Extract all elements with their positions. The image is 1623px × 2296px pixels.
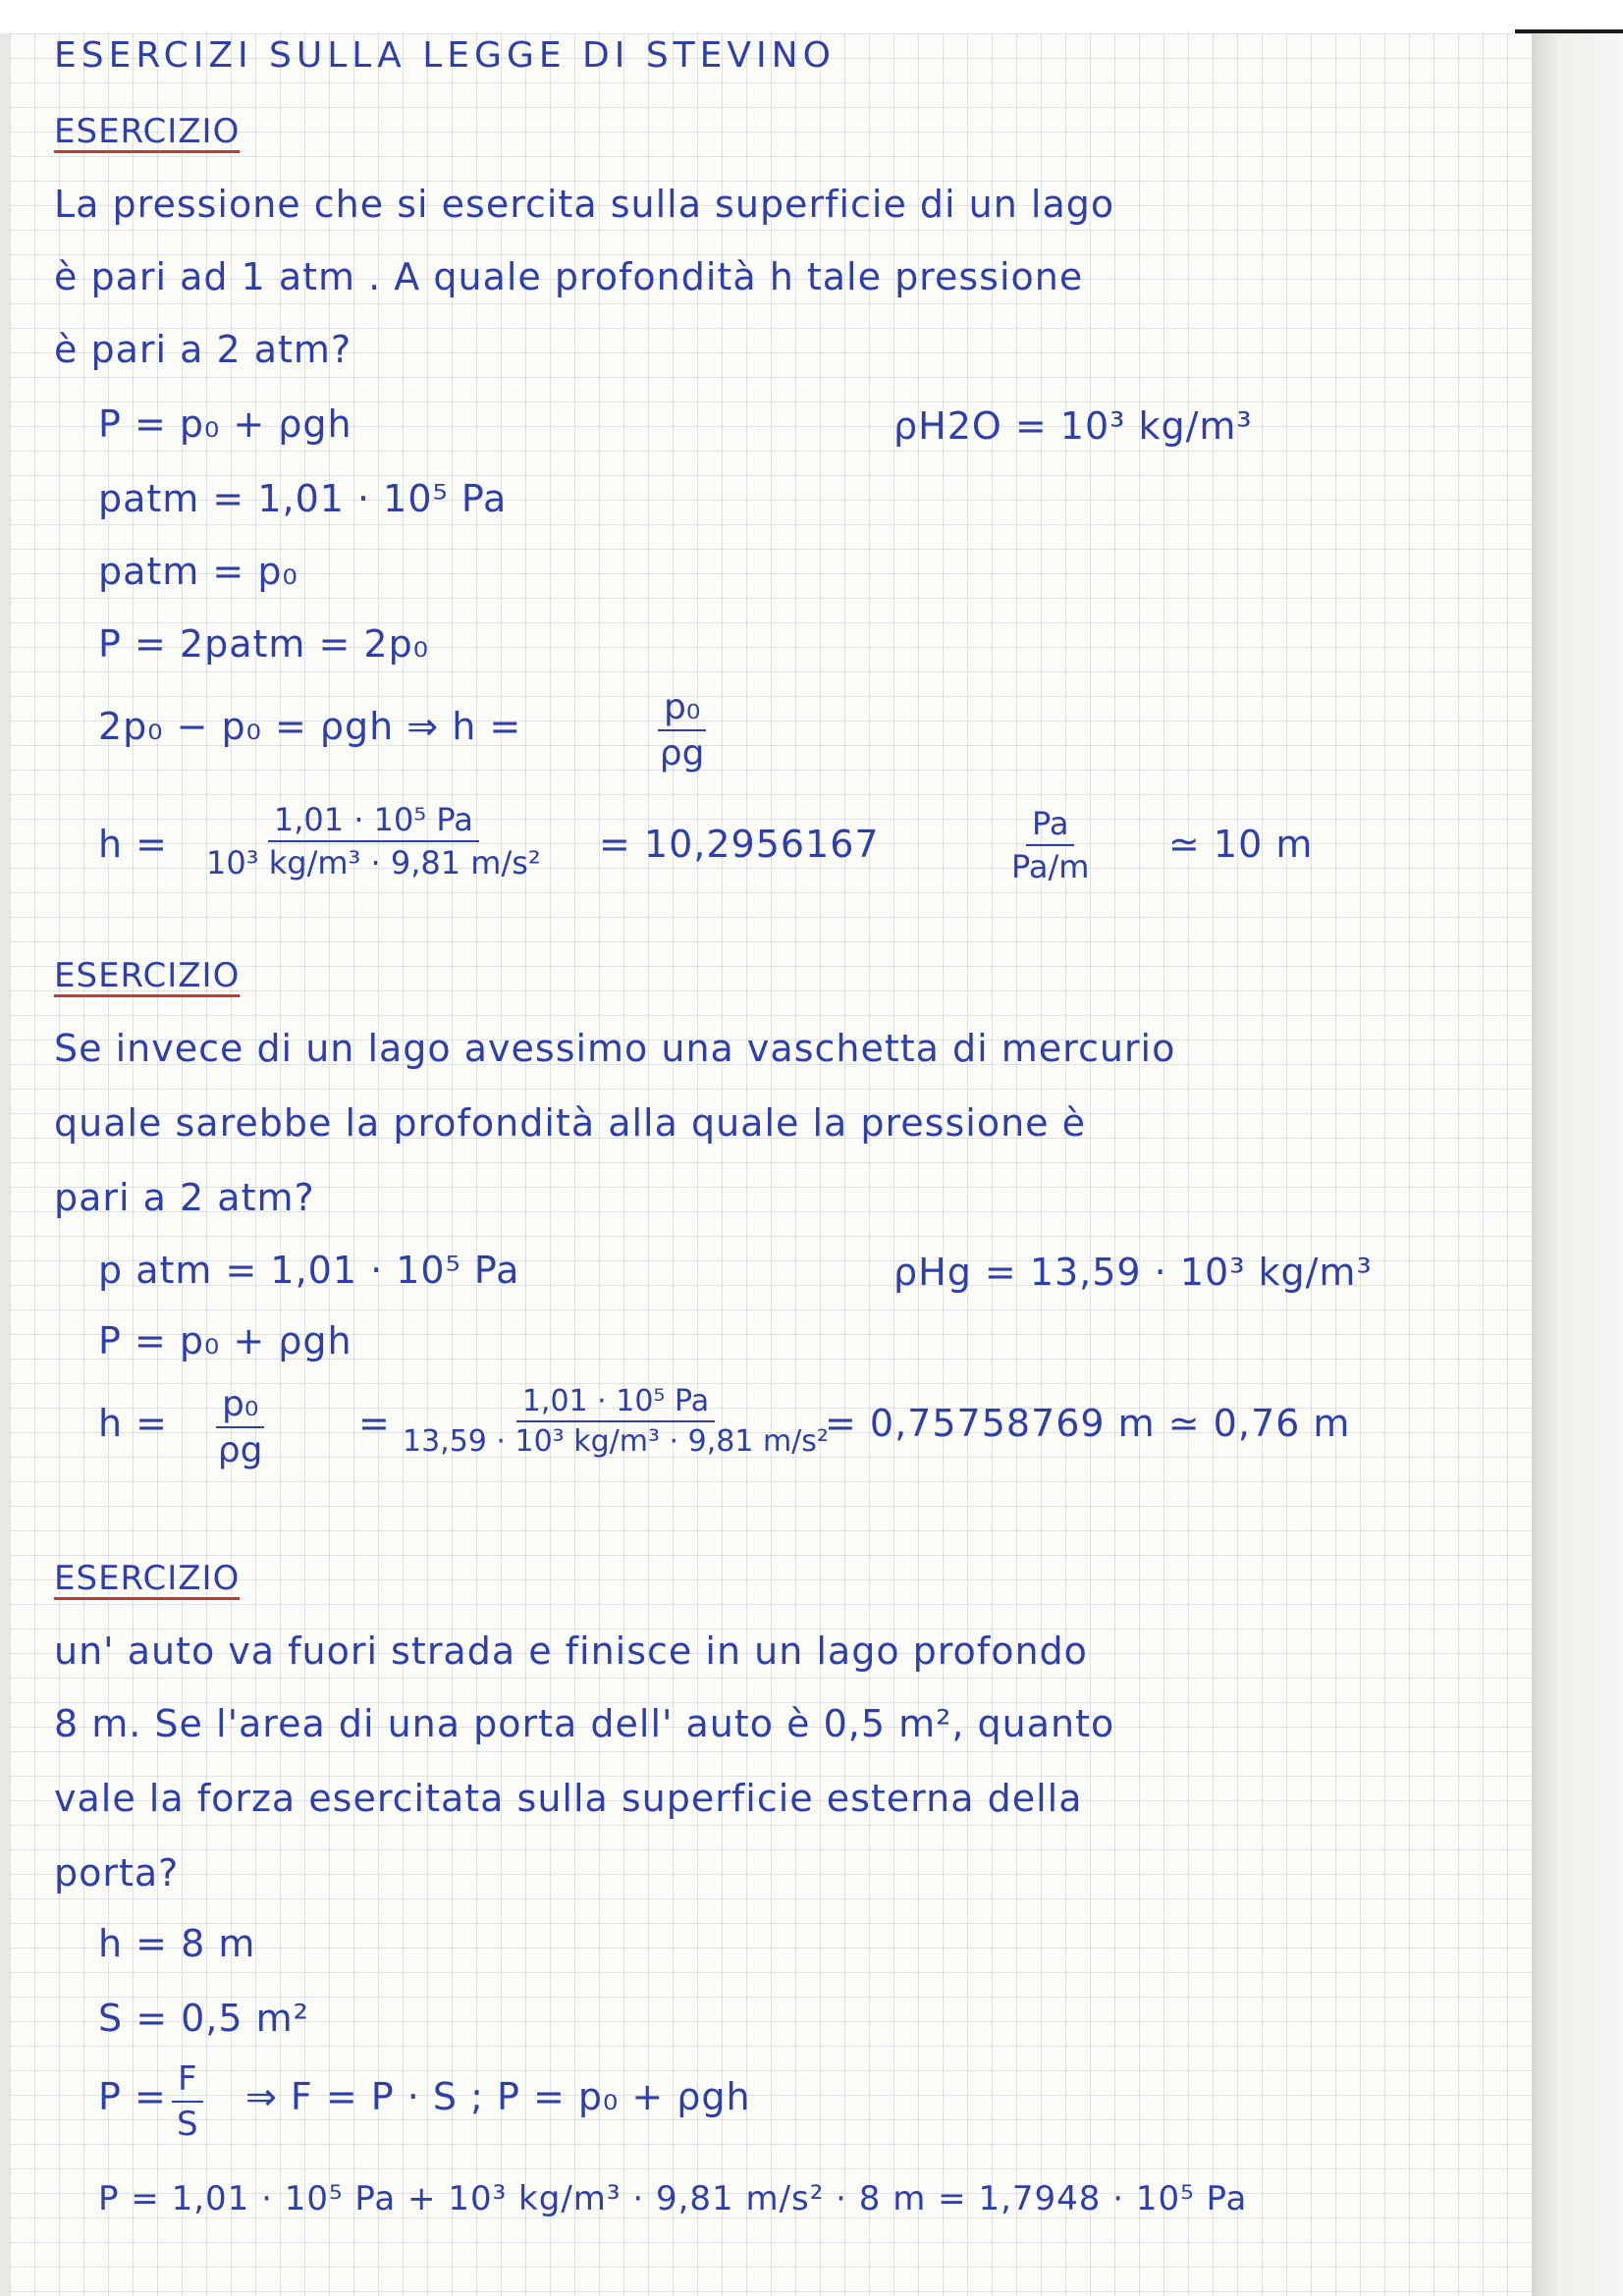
fraction-denominator: 10³ kg/m³ · 9,81 m/s² [206,844,541,881]
exercise-3-text-line-4: porta? [54,1851,180,1895]
fraction-denominator: ρg [659,733,705,774]
exercise-3-header: ESERCIZIO [54,1559,241,1598]
exercise-2-h-calculation [403,1384,829,1459]
exercise-2-text-line-3: pari a 2 atm? [54,1176,315,1219]
exercise-1-atm-equals-p0: patm = p₀ [98,550,298,593]
fraction-denominator: ρg [217,1430,263,1470]
exercise-2-text-line-1: Se invece di un lago avessimo una vaschetta di mercurio [54,1027,1176,1070]
exercise-2-mercury-density: ρHg = 13,59 · 10³ kg/m³ [893,1251,1373,1294]
fraction-denominator: 13,59 · 10³ kg/m³ · 9,81 m/s² [403,1424,829,1459]
exercise-1-h-calculation [206,801,541,881]
exercise-3-area: S = 0,5 m² [98,1997,309,2040]
exercise-1-double-pressure: P = 2patm = 2p₀ [98,622,429,666]
scan-top-margin [0,0,1623,33]
exercise-2-h-formula [216,1384,264,1470]
exercise-1-unit-fraction [1011,805,1089,885]
exercise-1-h-result: = 10,2956167 [599,823,880,866]
exercise-1-header: ESERCIZIO [54,112,241,151]
exercise-1-text-line-2: è pari ad 1 atm . A quale profondità h tale pressione [54,255,1084,298]
exercise-3-pressure-calculation: P = 1,01 · 10⁵ Pa + 10³ kg/m³ · 9,81 m/s² · 8 m = 1,7948 · 10⁵ Pa [98,2179,1248,2218]
fraction-numerator: F [172,2059,203,2103]
exercise-1-h-approx: ≃ 10 m [1168,823,1314,866]
exercise-3-pressure-fraction [172,2059,203,2144]
fraction-numerator: Pa [1026,805,1074,846]
page-edge [1532,33,1623,2296]
exercise-3-text-line-1: un' auto va fuori strada e finisce in un lago profondo [54,1629,1088,1673]
exercise-3-p-label: P = [98,2075,167,2118]
fraction-denominator: Pa/m [1011,848,1090,885]
exercise-1-water-density: ρH2O = 10³ kg/m³ [893,404,1253,448]
exercise-3-depth: h = 8 m [98,1922,256,1965]
exercise-3-force-formula: ⇒ F = P · S ; P = p₀ + ρgh [245,2075,751,2118]
exercise-1-solve-h: 2p₀ − p₀ = ρgh ⇒ h = [98,705,522,748]
exercise-2-stevino-formula: P = p₀ + ρgh [98,1319,352,1362]
exercise-3-text-line-3: vale la forza esercitata sulla superficie esterna della [54,1777,1083,1820]
fraction-numerator: p₀ [216,1384,264,1428]
exercise-1-stevino-formula: P = p₀ + ρgh [98,402,352,446]
fraction-numerator: 1,01 · 10⁵ Pa [516,1384,715,1422]
exercise-3-text-line-2: 8 m. Se l'area di una porta dell' auto è 0,5 m², quanto [54,1702,1115,1745]
exercise-2-h-label: h = [98,1402,169,1445]
exercise-1-atm-pressure: patm = 1,01 · 10⁵ Pa [98,477,508,520]
equals-sign: = [358,1402,391,1445]
fraction-denominator: S [176,2105,198,2144]
exercise-1-text-line-1: La pressione che si esercita sulla superficie di un lago [54,183,1115,226]
exercise-2-atm-pressure: p atm = 1,01 · 10⁵ Pa [98,1249,520,1292]
fraction-numerator: 1,01 · 10⁵ Pa [268,801,479,842]
exercise-2-header: ESERCIZIO [54,956,241,995]
exercise-1-h-label: h = [98,823,169,866]
fraction-numerator: p₀ [658,687,706,731]
page-title: ESERCIZI SULLA LEGGE DI STEVINO [54,35,836,76]
notebook-page [0,33,1532,2296]
exercise-1-text-line-3: è pari a 2 atm? [54,328,352,371]
exercise-1-h-fraction [658,687,706,774]
exercise-2-text-line-2: quale sarebbe la profondità alla quale la pressione è [54,1101,1087,1145]
exercise-2-h-result: = 0,75758769 m ≃ 0,76 m [825,1402,1351,1445]
